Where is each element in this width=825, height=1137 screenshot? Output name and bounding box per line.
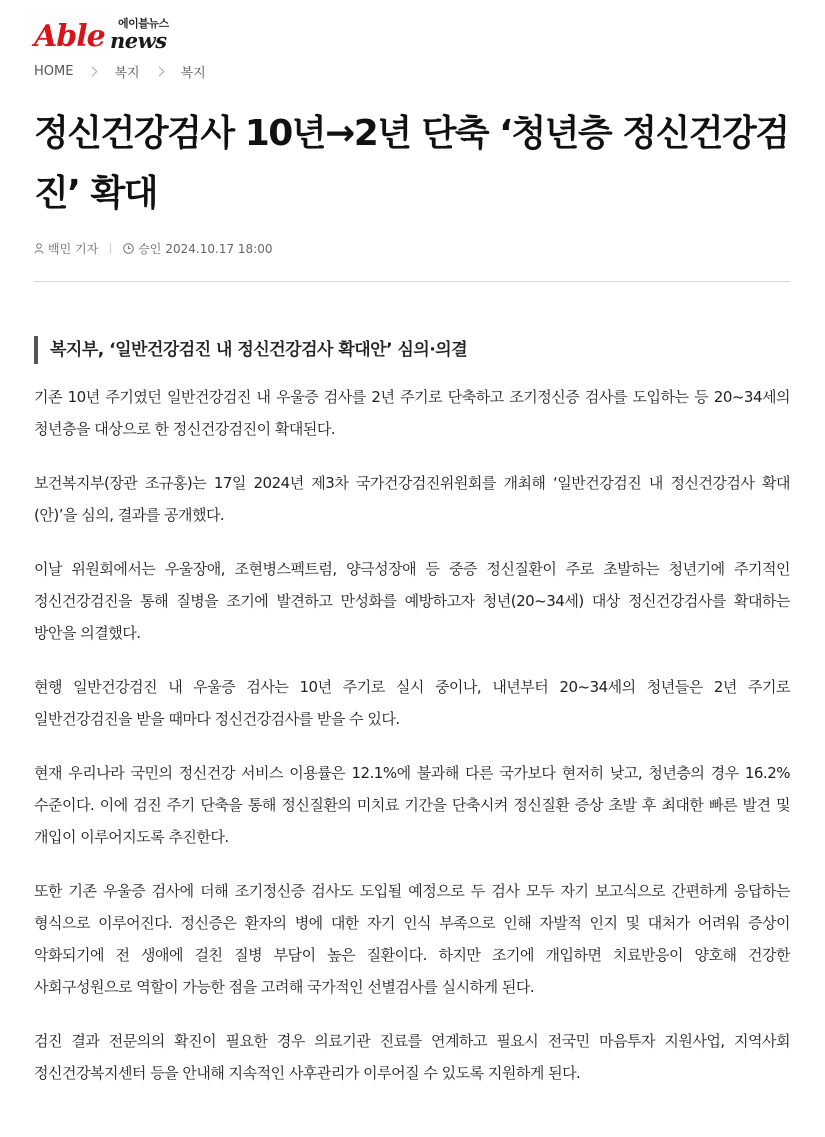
header-divider <box>34 281 790 282</box>
approved-date: 2024.10.17 18:00 <box>165 241 273 256</box>
logo-able-text: Able <box>34 19 105 54</box>
article-paragraph: 현재 우리나라 국민의 정신건강 서비스 이용률은 12.1%에 불과해 다른 국가보다 현저히 낮고, 청년층의 경우 16.2% 수준이다. 이에 검진 주기 단축을 통해 정신질환의 미치료 기간을 단축시켜 정신질환 증상 초발 후 최대한 빠른 발견 및 개입이 이루어지도록 추진한다. <box>34 764 790 846</box>
approved-label: 승인 <box>138 242 162 256</box>
logo-news-text: news <box>110 28 167 53</box>
article-paragraph: 검진 결과 전문의의 확진이 필요한 경우 의료기관 진료를 연계하고 필요시 전국민 마음투자 지원사업, 지역사회 정신건강복지센터 등을 안내해 지속적인 사후관리가 이루어질 수 있도록 지원하게 된다. <box>34 1032 790 1082</box>
article-meta <box>34 240 272 257</box>
breadcrumb-subsection[interactable]: 복지 <box>180 65 206 81</box>
site-logo[interactable] <box>34 18 184 54</box>
article-body <box>34 381 790 1111</box>
meta-divider <box>110 243 111 254</box>
approval-info <box>123 240 272 257</box>
article-paragraph: 현행 일반건강검진 내 우울증 검사는 10년 주기로 실시 중이나, 내년부터 20~34세의 청년들은 2년 주기로 일반건강검진을 받을 때마다 정신건강검사를 받을 수 있다. <box>34 678 790 728</box>
article-paragraph: 기존 10년 주기였던 일반건강검진 내 우울증 검사를 2년 주기로 단축하고 조기정신증 검사를 도입하는 등 20~34세의 청년층을 대상으로 한 정신건강검진이 확대된다. <box>34 388 790 438</box>
chevron-right-icon <box>154 66 164 76</box>
article-paragraph: 보건복지부(장관 조규홍)는 17일 2024년 제3차 국가건강검진위원회를 개최해 ‘일반건강검진 내 정신건강검사 확대(안)’을 심의, 결과를 공개했다. <box>34 474 790 524</box>
chevron-right-icon <box>88 66 98 76</box>
article-paragraph: 또한 기존 우울증 검사에 더해 조기정신증 검사도 도입될 예정으로 두 검사 모두 자기 보고식으로 간편하게 응답하는 형식으로 이루어진다. 정신증은 환자의 병에 대한 자기 인식 부족으로 인해 자발적 인지 및 대처가 어려워 증상이 악화되기에 전 생애에 걸친 질병 부담이 높은 질환이다. 하지만 조기에 개입하면 치료반응이 양호해 건강한 사회구성원으로 역할이 가능한 점을 고려해 국가적인 선별검사를 실시하게 된다. <box>34 882 790 996</box>
breadcrumb-section[interactable]: 복지 <box>114 65 140 81</box>
person-icon <box>34 243 44 254</box>
clock-icon <box>123 243 134 254</box>
breadcrumb <box>34 62 206 80</box>
author-info <box>34 240 98 257</box>
logo-korean-text: 에이블뉴스 <box>118 17 169 30</box>
author-name: 백민 기자 <box>48 242 99 256</box>
article-paragraph: 이날 위원회에서는 우울장애, 조현병스펙트럼, 양극성장애 등 중증 정신질환이 주로 초발하는 청년기에 주기적인 정신건강검진을 통해 질병을 조기에 발견하고 만성화를 예방하고자 청년(20~34세) 대상 정신건강검사를 확대하는 방안을 의결했다. <box>34 560 790 642</box>
article-title: 정신건강검사 10년→2년 단축 ‘청년층 정신건강검진’ 확대 <box>34 113 789 214</box>
article-subtitle: 복지부, ‘일반건강검진 내 정신건강검사 확대안’ 심의·의결 <box>34 336 774 364</box>
breadcrumb-home[interactable]: HOME <box>34 63 74 79</box>
